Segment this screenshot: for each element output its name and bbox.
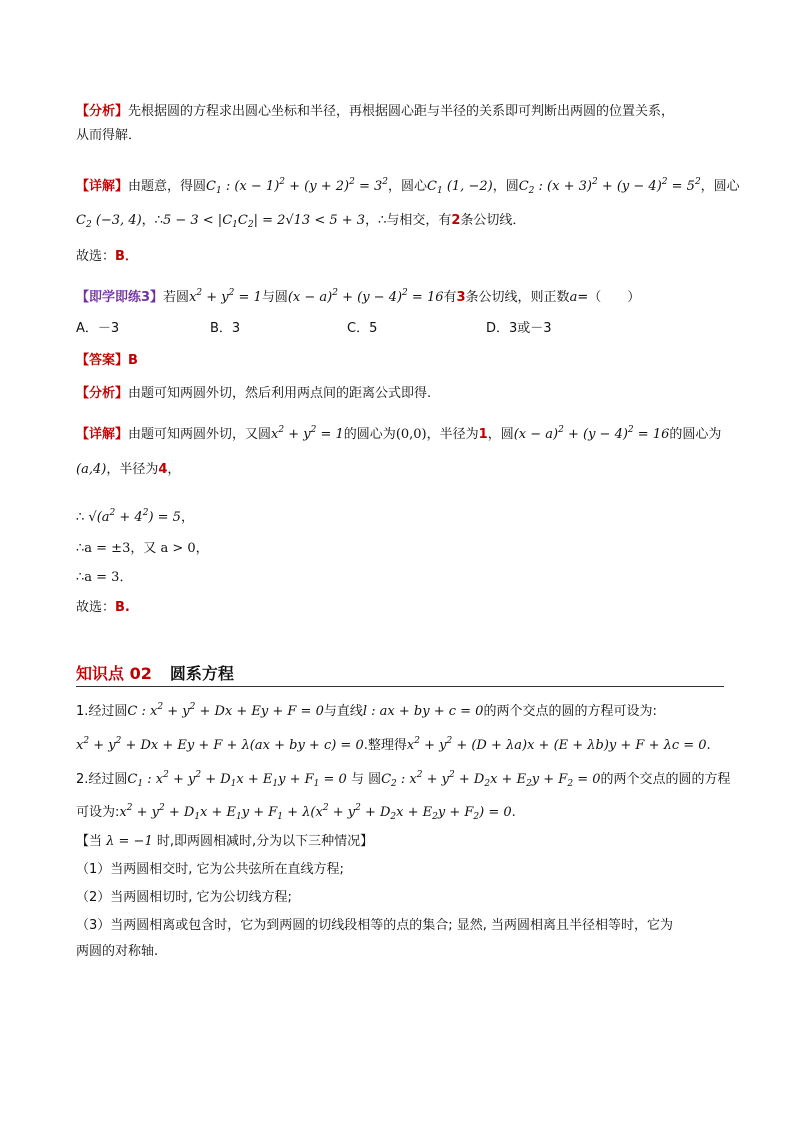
circle-a-equation: $(x - a)^2 + (y - 4)^2 = 16$	[287, 288, 444, 305]
k1-end: 的两个交点的圆的方程可设为:	[483, 704, 657, 719]
practice-analysis-text: 由题可知两圆外切，然后利用两点间的距离公式即得.	[128, 386, 432, 401]
case-3-cont: 两圆的对称轴.	[76, 944, 159, 959]
answer-tag: 【答案】	[76, 353, 129, 368]
step1-symbol: ∴	[76, 510, 85, 525]
practice-analysis	[76, 384, 724, 404]
unit-circle: $x^2 + y^2 = 1$	[271, 425, 344, 442]
case-2: （2）当两圆相切时, 它为公切线方程;	[76, 890, 292, 905]
option-c: C．5	[347, 321, 378, 336]
section-divider	[76, 686, 724, 687]
question-c: 有	[443, 290, 457, 305]
practice-tag: 【即学即练3】	[76, 290, 164, 305]
detail-line2-a: ，∴	[141, 213, 163, 228]
analysis-tag: 【分析】	[76, 104, 129, 119]
k2-period: .	[511, 805, 516, 820]
case-3: （3）当两圆相离或包含时，它为到两圆的切线段相等的点的集合; 显然, 当两圆相离且半径相等时，它为	[76, 918, 674, 933]
section-heading	[76, 661, 234, 684]
k1-prefix: 1.经过圆	[76, 704, 128, 719]
analysis-text: 先根据圆的方程求出圆心坐标和半径，再根据圆心距与半径的关系即可判断出两圆的位置关系，	[128, 104, 675, 119]
choose-label-2: 故选：	[76, 600, 116, 615]
choose-label: 故选：	[76, 249, 116, 264]
practice-detail-2	[76, 460, 724, 480]
radius-4: 4	[158, 462, 168, 477]
step3-text: ∴a = 3．	[76, 570, 133, 585]
k1-period: .	[706, 738, 711, 753]
k2-mid: 与 圆	[350, 772, 382, 787]
when-prefix: 【当	[76, 834, 103, 849]
detail-mid3: ，圆心	[700, 179, 740, 194]
k2-circle2: $C_2$ : $x^2 + y^2 + D_2x + E_2y + F_2 = 0$	[381, 770, 601, 789]
practice-detail-d: ，圆	[487, 427, 514, 442]
k1-line-1	[76, 697, 724, 722]
cases-heading	[76, 832, 724, 852]
k2-line2-label: 可设为:	[76, 805, 120, 820]
detail-line2-b: ，∴与相交，有	[365, 213, 452, 228]
k2-family: $x^2 + y^2 + D_1x + E_1y + F_1 + \lambda(x^2 + y^2 + D_2x + E_2y + F_2) = 0$	[119, 803, 512, 822]
choose-answer-2: B.	[115, 600, 130, 615]
choose-answer: B．	[115, 249, 138, 264]
practice-detail-a: 由题可知两圆外切，又圆	[128, 427, 272, 442]
option-d: D．3或－3	[486, 321, 552, 336]
k2-line-1	[76, 765, 731, 794]
analysis-paragraph-cont	[76, 126, 724, 146]
practice-question	[76, 283, 724, 308]
step1-end: ，	[180, 510, 194, 525]
detail-intro: 由题意，得圆	[128, 179, 207, 194]
detail-mid1: ，圆心	[388, 179, 428, 194]
question-a: 若圆	[163, 290, 190, 305]
choose-line-1	[76, 247, 724, 267]
k1-simplified: $x^2 + y^2 + (D + \lambda a)x + (E + \lambda b)y + F + \lambda c = 0$	[406, 736, 707, 753]
section-number: 知识点 02	[76, 664, 152, 683]
section-name: 圆系方程	[169, 664, 234, 683]
variable-a: a	[569, 290, 578, 305]
practice-analysis-tag: 【分析】	[76, 386, 129, 401]
sqrt-expression: $√(a^2 + 4^2) = 5$	[88, 508, 181, 525]
case-1: （1）当两圆相交时, 它为公共弦所在直线方程;	[76, 862, 344, 877]
question-number: 3	[456, 290, 466, 305]
circle-unit-equation: $x^2 + y^2 = 1$	[189, 288, 262, 305]
option-b: B．3	[210, 321, 241, 336]
step2-text: ∴a = ±3，又 a > 0，	[76, 541, 209, 556]
tangent-count: 2	[451, 213, 461, 228]
k1-line-2	[76, 731, 724, 756]
practice-detail-b: 的圆心为	[343, 427, 396, 442]
practice-detail	[76, 420, 724, 445]
k1-mid: 与直线	[323, 704, 363, 719]
circle-c2-equation: $C_2$ : $(x + 3)^2 + (y - 4)^2 = 5^2$	[518, 177, 701, 196]
center-a4: (a,4)	[76, 462, 107, 477]
answer-line	[76, 351, 724, 371]
practice-detail-tag: 【详解】	[76, 427, 129, 442]
k1-circle: C : $x^2 + y^2 + Dx + Ey + F = 0$	[127, 702, 324, 719]
option-a: A．－3	[76, 321, 120, 336]
analysis-paragraph	[76, 102, 724, 122]
lambda-value: λ = −1	[106, 834, 153, 849]
practice-detail-c: ，半径为	[426, 427, 479, 442]
radius-1: 1	[478, 427, 488, 442]
detail-line2-c: 条公切线．	[460, 213, 526, 228]
circle-a: $(x - a)^2 + (y - 4)^2 = 16$	[513, 425, 670, 442]
detail-tag: 【详解】	[76, 179, 129, 194]
practice-detail-e: 的圆心为	[669, 427, 722, 442]
center-c2: $C_2$ (−3, 4)	[76, 213, 142, 230]
k2-line-2	[76, 798, 724, 827]
detail-paragraph	[76, 172, 740, 201]
center-c1: $C_1$ (1, −2)	[427, 179, 493, 196]
detail-mid2: ，圆	[492, 179, 519, 194]
origin: (0,0)	[395, 427, 427, 442]
question-b: 与圆	[261, 290, 288, 305]
answer-value: B	[128, 353, 138, 368]
k1-line: l : ax + by + c = 0	[362, 704, 484, 719]
question-e: =（ ）	[577, 290, 641, 305]
distance-inequality: $5 - 3 < |C_1C_2| = 2√13 < 5 + 3$	[162, 213, 366, 230]
practice-detail2-b: ，	[167, 462, 181, 477]
choose-line-2	[76, 598, 724, 618]
step-2	[76, 539, 724, 559]
practice-detail2-a: ，半径为	[106, 462, 159, 477]
detail-line2	[76, 211, 724, 235]
k1-family: $x^2 + y^2 + Dx + Ey + F + \lambda(ax$ + by + c) = 0	[76, 736, 364, 753]
k2-prefix: 2.经过圆	[76, 772, 128, 787]
step-3	[76, 568, 724, 588]
k1-line2-mid: .整理得	[363, 738, 407, 753]
k2-circle1: $C_1$ : $x^2 + y^2 + D_1x + E_1y + F_1 = 0$	[127, 770, 347, 789]
analysis-text-2: 从而得解．	[76, 128, 142, 143]
circle-c1-equation: $C_1$ : $(x - 1)^2 + (y + 2)^2 = 3^2$	[206, 177, 388, 196]
when-suffix: 时,即两圆相减时,分为以下三种情况】	[156, 834, 374, 849]
question-d: 条公切线，则正数	[465, 290, 570, 305]
step-1	[76, 503, 724, 528]
k2-end: 的两个交点的圆的方程	[600, 772, 731, 787]
